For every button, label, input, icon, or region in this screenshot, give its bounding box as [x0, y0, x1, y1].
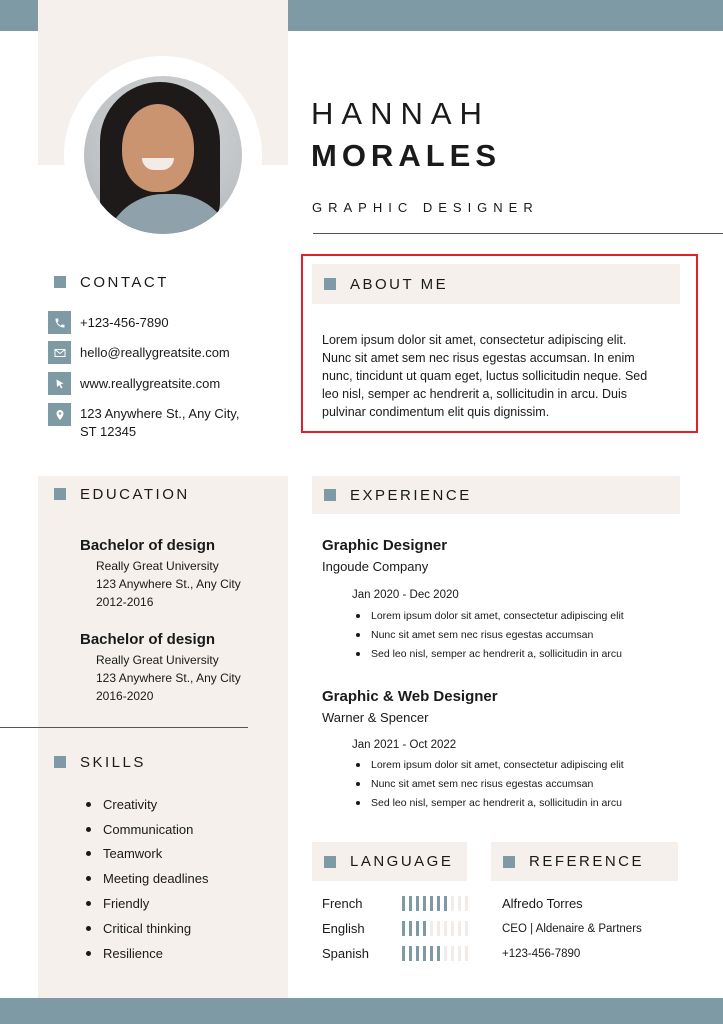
job-bullets	[356, 755, 624, 812]
list-item: Communication	[86, 817, 209, 842]
level-bar	[465, 896, 468, 911]
level-bar	[437, 921, 440, 936]
job-bullets	[356, 606, 624, 663]
contact-phone: +123-456-7890	[48, 311, 169, 334]
level-bar	[402, 896, 405, 911]
level-bar	[451, 921, 454, 936]
square-bullet-icon	[54, 488, 66, 500]
reference-details	[502, 891, 642, 966]
list-item: Sed leo nisl, semper ac hendrerit a, sollicitudin in arcu	[356, 793, 624, 812]
level-bar	[437, 896, 440, 911]
phone-icon	[48, 311, 71, 334]
bottom-accent-bar	[0, 998, 723, 1024]
reference-heading-box	[491, 842, 678, 881]
reference-name: Alfredo Torres	[502, 896, 583, 911]
level-bar	[430, 921, 433, 936]
level-bar	[465, 946, 468, 961]
list-item: Friendly	[86, 891, 209, 916]
language-row: English	[322, 916, 472, 941]
square-bullet-icon	[54, 756, 66, 768]
level-bar	[444, 946, 447, 961]
skills-list	[86, 792, 209, 966]
language-heading-box	[312, 842, 467, 881]
level-bar	[402, 946, 405, 961]
last-name: MORALES	[311, 138, 501, 173]
level-bar	[451, 946, 454, 961]
contact-email: hello@reallygreatsite.com	[48, 341, 230, 364]
experience-job: Graphic & Web Designer Warner & Spencer	[322, 688, 498, 725]
level-bar	[458, 921, 461, 936]
level-bar	[458, 946, 461, 961]
level-bar	[444, 921, 447, 936]
square-bullet-icon	[324, 489, 336, 501]
square-bullet-icon	[54, 276, 66, 288]
level-bar	[409, 946, 412, 961]
list-item: Creativity	[86, 792, 209, 817]
experience-heading-box	[312, 476, 680, 514]
level-bar	[444, 896, 447, 911]
level-bar	[409, 896, 412, 911]
header-divider	[313, 233, 723, 234]
list-item: Lorem ipsum dolor sit amet, consectetur adipiscing elit	[356, 606, 624, 625]
level-bar	[430, 946, 433, 961]
level-bar	[409, 921, 412, 936]
level-bar	[437, 946, 440, 961]
language-row: Spanish	[322, 941, 472, 966]
experience-heading: EXPERIENCE	[324, 487, 472, 504]
language-level-bars	[402, 896, 472, 911]
level-bar	[423, 946, 426, 961]
education-heading: EDUCATION	[54, 484, 190, 504]
education-item: Bachelor of design Really Great University 123 Anywhere St., Any City 2016-2020	[80, 631, 241, 703]
list-item: Sed leo nisl, semper ac hendrerit a, sollicitudin in arcu	[356, 644, 624, 663]
job-dates: Jan 2020 - Dec 2020	[352, 589, 459, 601]
contact-address: 123 Anywhere St., Any City, ST 12345	[48, 403, 239, 441]
level-bar	[451, 896, 454, 911]
level-bar	[416, 896, 419, 911]
job-dates: Jan 2021 - Oct 2022	[352, 739, 457, 751]
about-heading: ABOUT ME	[324, 276, 448, 293]
cursor-icon	[48, 372, 71, 395]
location-pin-icon	[48, 403, 71, 426]
list-item: Nunc sit amet sem nec risus egestas accumsan	[356, 625, 624, 644]
level-bar	[402, 921, 405, 936]
reference-phone: +123-456-7890	[502, 947, 581, 960]
level-bar	[416, 946, 419, 961]
education-divider	[0, 727, 248, 728]
first-name: HANNAH	[311, 96, 490, 131]
square-bullet-icon	[324, 856, 336, 868]
language-heading: LANGUAGE	[324, 853, 453, 870]
language-level-bars	[402, 946, 472, 961]
list-item: Nunc sit amet sem nec risus egestas accumsan	[356, 774, 624, 793]
profile-photo	[84, 76, 242, 234]
skills-heading: SKILLS	[54, 752, 146, 772]
language-list	[322, 891, 472, 966]
list-item: Meeting deadlines	[86, 866, 209, 891]
list-item: Lorem ipsum dolor sit amet, consectetur adipiscing elit	[356, 755, 624, 774]
level-bar	[416, 921, 419, 936]
about-text: Lorem ipsum dolor sit amet, consectetur adipiscing elit. Nunc sit amet sem nec risus egestas accumsan. In enim nunc, tincidunt ut quam eget, luctus sollicitudin neque. Sed leo nisl, semper ac hendrerit a, sollicitudin in arcu. Duis pulvinar condimentum elit quis dignissim.	[322, 333, 648, 419]
level-bar	[423, 896, 426, 911]
reference-heading: REFERENCE	[503, 853, 644, 870]
level-bar	[423, 921, 426, 936]
contact-heading: CONTACT	[54, 272, 169, 292]
level-bar	[458, 896, 461, 911]
experience-job: Graphic Designer Ingoude Company	[322, 537, 448, 574]
square-bullet-icon	[503, 856, 515, 868]
contact-website: www.reallygreatsite.com	[48, 372, 220, 395]
level-bar	[465, 921, 468, 936]
reference-position: CEO | Aldenaire & Partners	[502, 922, 642, 935]
list-item: Resilience	[86, 941, 209, 966]
level-bar	[430, 896, 433, 911]
list-item: Teamwork	[86, 842, 209, 867]
job-role: GRAPHIC DESIGNER	[312, 200, 539, 215]
list-item: Critical thinking	[86, 916, 209, 941]
highlight-box	[301, 254, 698, 433]
education-item: Bachelor of design Really Great University 123 Anywhere St., Any City 2012-2016	[80, 537, 241, 609]
mail-icon	[48, 341, 71, 364]
language-row: French	[322, 891, 472, 916]
language-level-bars	[402, 921, 472, 936]
